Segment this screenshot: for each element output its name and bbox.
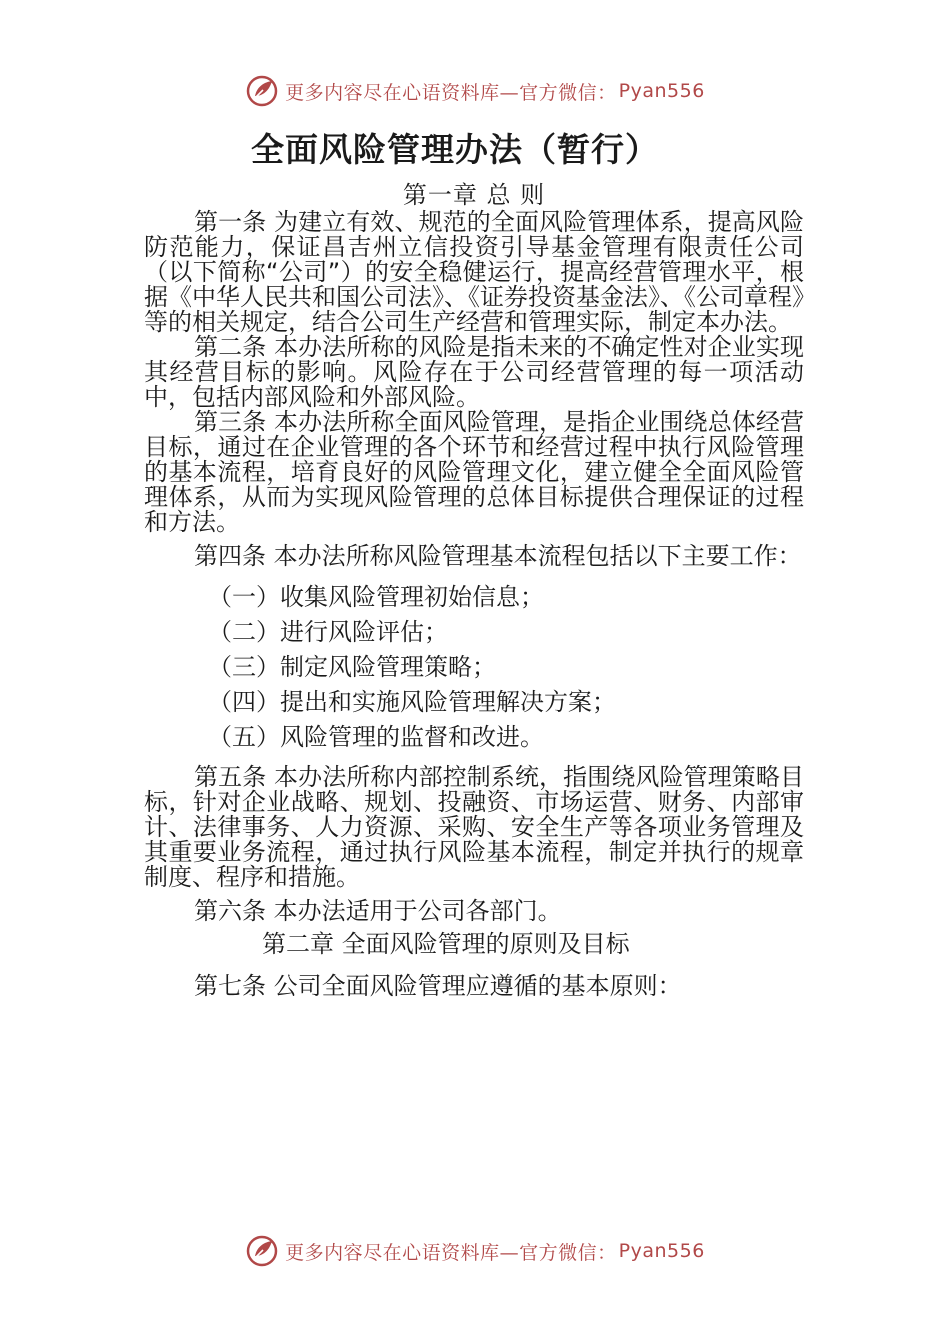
watermark-handle: Pyan556 <box>618 80 705 102</box>
watermark-header <box>0 74 950 108</box>
watermark-handle: Pyan556 <box>618 1240 705 1262</box>
leaf-logo-icon <box>245 1234 279 1268</box>
list-item: （二）进行风险评估； <box>208 618 448 646</box>
list-item: （五）风险管理的监督和改进。 <box>208 723 544 751</box>
watermark-text: 更多内容尽在心语资料库—官方微信： <box>285 1241 617 1264</box>
article-5: 第五条 本办法所称内部控制系统，指围绕风险管理策略目标，针对企业战略、规划、投融资、市场运营、财务、内部审计、法律事务、人力资源、采购、安全生产等各项业务管理及其重要业务流程，通过执行风险基本流程，制定并执行的规章制度、程序和措施。 <box>144 763 804 891</box>
list-item: （三）制定风险管理策略； <box>208 653 496 681</box>
chapter-heading-2: 第二章 全面风险管理的原则及目标 <box>262 930 630 958</box>
article-1: 第一条 为建立有效、规范的全面风险管理体系，提高风险防范能力，保证昌吉州立信投资引导基金管理有限责任公司（以下简称“公司”）的安全稳健运行，提高经营管理水平，根据《中华人民共和国公司法》、《证券投资基金法》、《公司章程》等的相关规定，结合公司生产经营和管理实际，制定本办法。 <box>144 208 804 336</box>
leaf-logo-icon <box>245 74 279 108</box>
watermark-text: 更多内容尽在心语资料库—官方微信： <box>285 81 617 104</box>
article-3: 第三条 本办法所称全面风险管理，是指企业围绕总体经营目标，通过在企业管理的各个环节和经营过程中执行风险管理的基本流程，培育良好的风险管理文化，建立健全全面风险管理体系，从而为实现风险管理的总体目标提供合理保证的过程和方法。 <box>144 408 804 536</box>
article-7: 第七条 公司全面风险管理应遵循的基本原则： <box>194 972 682 1000</box>
article-6: 第六条 本办法适用于公司各部门。 <box>194 897 562 925</box>
article-4: 第四条 本办法所称风险管理基本流程包括以下主要工作： <box>194 542 802 570</box>
process-list <box>144 580 804 755</box>
document-body <box>144 180 804 1004</box>
list-item: （一）收集风险管理初始信息； <box>208 583 544 611</box>
chapter-heading-1: 第一章 总 则 <box>402 181 546 209</box>
list-item: （四）提出和实施风险管理解决方案； <box>208 688 616 716</box>
article-2: 第二条 本办法所称的风险是指未来的不确定性对企业实现其经营目标的影响。风险存在于公司经营管理的每一项活动中，包括内部风险和外部风险。 <box>144 333 804 411</box>
document-title: 全面风险管理办法（暂行） <box>251 130 659 169</box>
watermark-footer <box>0 1234 950 1268</box>
